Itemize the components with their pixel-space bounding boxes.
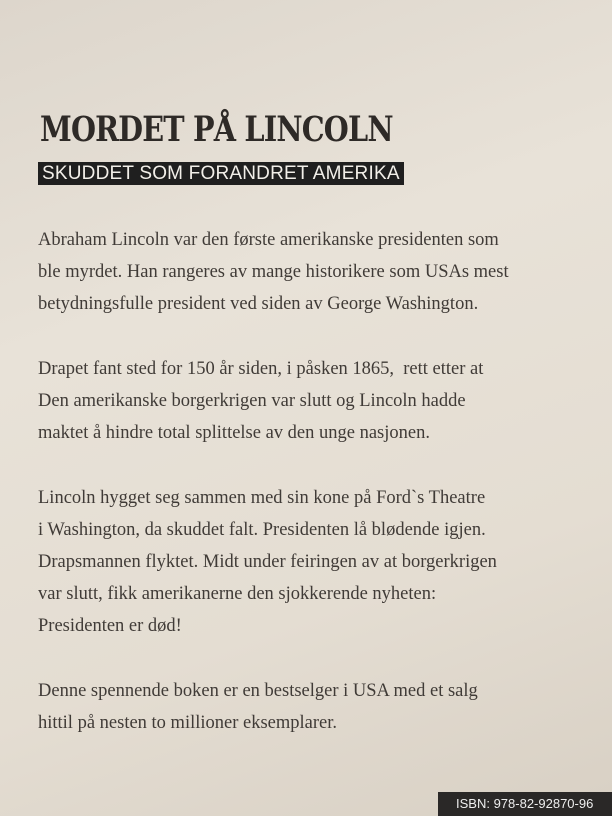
blurb-paragraph: [38, 482, 608, 642]
blurb-paragraph: [38, 675, 608, 739]
text-line: maktet å hindre total splittelse av den unge nasjonen.: [38, 423, 430, 443]
blurb-text: [38, 224, 608, 772]
blurb-paragraph: [38, 224, 608, 320]
isbn-label: ISBN: 978-82-92870-96: [438, 792, 612, 816]
book-subtitle: SKUDDET SOM FORANDRET AMERIKA: [38, 162, 404, 185]
text-line: var slutt, fikk amerikanerne den sjokkerende nyheten:: [38, 584, 437, 604]
text-line: Drapsmannen flyktet. Midt under feiringen av at borgerkrigen: [38, 552, 497, 572]
text-line: i Washington, da skuddet falt. Presidenten lå blødende igjen.: [38, 520, 486, 540]
text-line: ble myrdet. Han rangeres av mange historikere som USAs mest: [38, 262, 509, 282]
text-line: Abraham Lincoln var den første amerikanske presidenten som: [38, 230, 499, 250]
text-line: Denne spennende boken er en bestselger i USA med et salg: [38, 681, 478, 701]
text-line: Drapet fant sted for 150 år siden, i påsken 1865, rett etter at: [38, 359, 484, 379]
text-line: betydningsfulle president ved siden av George Washington.: [38, 294, 479, 314]
text-line: Lincoln hygget seg sammen med sin kone på Ford`s Theatre: [38, 488, 486, 508]
text-line: hittil på nesten to millioner eksemplarer.: [38, 713, 338, 733]
text-line: Den amerikanske borgerkrigen var slutt og Lincoln hadde: [38, 391, 466, 411]
text-line: Presidenten er død!: [38, 616, 182, 636]
book-title: MORDET PÅ LINCOLN: [40, 109, 393, 150]
blurb-paragraph: [38, 353, 608, 449]
